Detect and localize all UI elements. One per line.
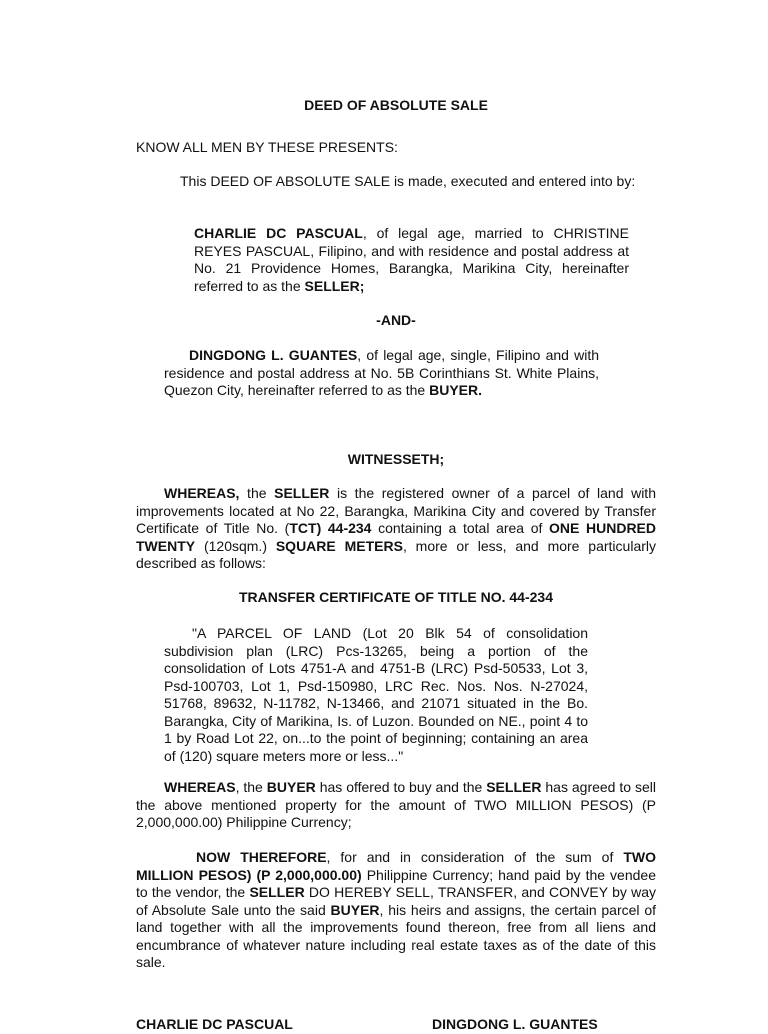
text-span: is the registered owner of a parcel of land with improvements located at No 22, Barangka, Marikina City and covered by Transfer Certificate of Title No. ( (136, 485, 656, 536)
text-span: , more or less, and more particularly described as follows: (136, 537, 657, 571)
tct-heading: TRANSFER CERTIFICATE OF TITLE NO. 44-234 (239, 589, 553, 605)
text-span: has agreed to sell the above mentioned property for the amount of TWO MILLION PESOS) (P 2,000,000.00) Philippine Currency; (136, 779, 656, 830)
witnesseth-heading: WITNESSETH; (347, 451, 445, 467)
and-separator: -AND- (376, 312, 416, 328)
seller-name: CHARLIE DC PASCUAL (194, 225, 363, 241)
seller-details: , of legal age, married to CHRISTINE REYES PASCUAL, Filipino, and with residence and postal address at No. 21 Providence Homes, Barangka, Marikina City, hereinafter referred to as the (194, 225, 629, 294)
now-therefore-keyword: NOW THEREFORE (196, 849, 327, 865)
seller-term: SELLER (274, 485, 330, 501)
seller-term: SELLER (249, 884, 305, 900)
buyer-signature-name: DINGDONG L. GUANTES (432, 1016, 598, 1032)
area-unit: SQUARE METERS (275, 537, 403, 554)
buyer-party-paragraph (164, 347, 599, 400)
seller-signature-name: CHARLIE DC PASCUAL (136, 1016, 293, 1032)
opening-line: KNOW ALL MEN BY THESE PRESENTS: (136, 139, 398, 155)
buyer-term: BUYER (266, 779, 316, 795)
now-therefore-paragraph (136, 849, 656, 972)
text-span: , the (235, 779, 267, 795)
whereas-ownership-paragraph (136, 485, 656, 573)
text-span: Philippine Currency; hand paid by the vendee to the vendor, the (136, 866, 656, 900)
buyer-details: , of legal age, single, Filipino and with residence and postal address at No. 5B Corinthians St. White Plains, Quezon City, hereinafter referred to as the (164, 347, 600, 398)
area-words: ONE HUNDRED TWENTY (136, 520, 657, 554)
text-span: (120sqm.) (195, 537, 276, 554)
intro-paragraph: This DEED OF ABSOLUTE SALE is made, executed and entered into by: (180, 173, 636, 189)
text-span: DO HEREBY SELL, TRANSFER, and CONVEY by way of Absolute Sale unto the said (136, 884, 656, 918)
seller-role: SELLER; (304, 277, 365, 294)
seller-party-paragraph (164, 225, 629, 295)
sale-amount: TWO MILLION PESOS) (P 2,000,000.00) (136, 849, 656, 883)
document-title: DEED OF ABSOLUTE SALE (304, 97, 488, 113)
whereas-keyword: WHEREAS, (164, 485, 240, 501)
text-span: , his heirs and assigns, the certain parcel of land together with all the improvements found thereon, free from all liens and encumbrance of whatever nature including real estate taxes as of the date of this sale. (136, 901, 656, 970)
whereas-keyword: WHEREAS (164, 779, 236, 795)
parcel-description: "A PARCEL OF LAND (Lot 20 Blk 54 of consolidation subdivision plan (LRC) Pcs-13265, being a portion of the consolidation of Lots 4751-A and 4751-B (LRC) Psd-50533, Lot 3, Psd-100703, Lot 1, Psd-150980, LRC Rec. Nos. Nos. N-27024, 51768, 89632, N-11782, N-13466, and 21071 situated in the Bo. Barangka, City of Marikina, Is. of Luzon. Bounded on NE., point 4 to 1 by Road Lot 22, on...to the point of beginning; containing an area of (120) square meters more or less..." (164, 625, 588, 764)
seller-term: SELLER (486, 779, 542, 795)
text-span: the (239, 485, 275, 501)
buyer-name: DINGDONG L. GUANTES (189, 347, 358, 363)
tct-number: TCT) 44-234 (289, 520, 372, 536)
text-span: has offered to buy and the (315, 779, 487, 795)
buyer-role: BUYER. (429, 382, 483, 398)
text-span: , for and in consideration of the sum of (326, 849, 624, 865)
text-span: containing a total area of (371, 520, 550, 536)
buyer-term: BUYER (330, 901, 380, 918)
whereas-offer-paragraph (136, 779, 656, 832)
